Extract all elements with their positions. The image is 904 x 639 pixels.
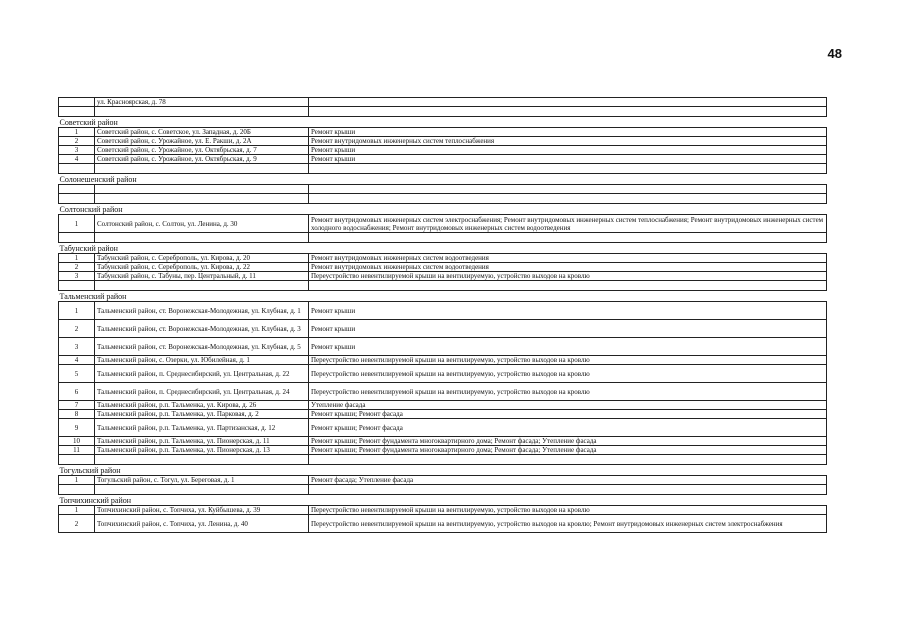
row-number: 8 [59, 410, 95, 419]
row-number: 2 [59, 320, 95, 338]
table-row [59, 128, 827, 137]
row-number: 1 [59, 254, 95, 263]
row-work: Ремонт крыши; Ремонт фундамента многоквартирного дома; Ремонт фасада; Утепление фасада [309, 446, 827, 455]
section-spacer [59, 281, 827, 291]
section-header [59, 243, 827, 254]
section-spacer [59, 194, 827, 204]
row-work: Ремонт крыши; Ремонт фасада [309, 410, 827, 419]
row-address [95, 185, 309, 194]
table-row [59, 137, 827, 146]
row-work [309, 98, 827, 107]
row-address: Тальменский район, ст. Воронежская-Молодежная, ул. Клубная, д. 5 [95, 338, 309, 356]
row-address: Тальменский район, р.п. Тальменка, ул. Пионерская, д. 11 [95, 437, 309, 446]
row-address: Тогульский район, с. Тогул, ул. Береговая, д. 1 [95, 476, 309, 485]
row-work: Ремонт крыши [309, 155, 827, 164]
table-row [59, 446, 827, 455]
row-number: 3 [59, 338, 95, 356]
row-address: Тальменский район, с. Озерки, ул. Юбилейная, д. 1 [95, 356, 309, 365]
row-address: Тальменский район, р.п. Тальменка, ул. Кирова, д. 26 [95, 401, 309, 410]
row-number: 7 [59, 401, 95, 410]
section-header [59, 204, 827, 215]
table-row [59, 302, 827, 320]
section-title: Топчихинский район [59, 495, 827, 506]
row-address: Топчихинский район, с. Топчиха, ул. Ленина, д. 40 [95, 515, 309, 533]
row-address: Советский район, с. Урожайное, ул. Октябрьская, д. 9 [95, 155, 309, 164]
section-title: Солтонский район [59, 204, 827, 215]
row-address: Тальменский район, п. Среднесибирский, ул. Центральная, д. 24 [95, 383, 309, 401]
row-work: Ремонт внутридомовых инженерных систем водоотведения [309, 263, 827, 272]
row-number: 1 [59, 128, 95, 137]
row-work: Ремонт крыши [309, 302, 827, 320]
row-address: Советский район, с. Урожайное, ул. Октябрьская, д. 7 [95, 146, 309, 155]
row-number: 3 [59, 146, 95, 155]
table-row [59, 263, 827, 272]
table-row [59, 146, 827, 155]
row-number: 1 [59, 506, 95, 515]
row-number [59, 98, 95, 107]
table-row [59, 185, 827, 194]
section-spacer [59, 233, 827, 243]
row-number: 10 [59, 437, 95, 446]
row-address: Тальменский район, р.п. Тальменка, ул. Партизанская, д. 12 [95, 419, 309, 437]
row-number: 5 [59, 365, 95, 383]
section-header [59, 291, 827, 302]
table-row [59, 365, 827, 383]
section-header [59, 174, 827, 185]
table-row [59, 506, 827, 515]
section-spacer [59, 455, 827, 465]
table-row [59, 98, 827, 107]
row-number: 2 [59, 137, 95, 146]
table-row [59, 401, 827, 410]
row-number: 9 [59, 419, 95, 437]
table-row [59, 419, 827, 437]
section-title: Тальменский район [59, 291, 827, 302]
row-work: Ремонт крыши [309, 320, 827, 338]
row-work: Ремонт крыши; Ремонт фасада [309, 419, 827, 437]
row-number: 3 [59, 272, 95, 281]
row-address: ул. Красноярская, д. 78 [95, 98, 309, 107]
row-work: Переустройство невентилируемой крыши на вентилируемую, устройство выходов на кровлю [309, 356, 827, 365]
section-spacer [59, 164, 827, 174]
row-number: 6 [59, 383, 95, 401]
row-number: 2 [59, 515, 95, 533]
row-work: Переустройство невентилируемой крыши на вентилируемую, устройство выходов на кровлю; Ремонт внутридомовых инженерных систем электроснабжения [309, 515, 827, 533]
row-work: Переустройство невентилируемой крыши на вентилируемую, устройство выходов на кровлю [309, 383, 827, 401]
row-address: Топчихинский район, с. Топчиха, ул. Куйбышева, д. 39 [95, 506, 309, 515]
row-number [59, 185, 95, 194]
row-address: Табунский район, с. Сереброполь, ул. Кирова, д. 22 [95, 263, 309, 272]
row-work: Ремонт крыши; Ремонт фундамента многоквартирного дома; Ремонт фасада; Утепление фасада [309, 437, 827, 446]
table-row [59, 254, 827, 263]
row-work: Ремонт крыши [309, 338, 827, 356]
row-address: Советский район, с. Советское, ул. Западная, д. 20Б [95, 128, 309, 137]
row-work: Переустройство невентилируемой крыши на вентилируемую, устройство выходов на кровлю [309, 365, 827, 383]
row-number: 11 [59, 446, 95, 455]
section-header [59, 495, 827, 506]
row-number: 2 [59, 263, 95, 272]
row-address: Солтонский район, с. Солтон, ул. Ленина, д. 30 [95, 215, 309, 233]
row-work: Переустройство невентилируемой крыши на вентилируемую, устройство выходов на кровлю [309, 506, 827, 515]
table-row [59, 215, 827, 233]
table-row [59, 437, 827, 446]
table-row [59, 356, 827, 365]
row-work: Ремонт внутридомовых инженерных систем водоотведения [309, 254, 827, 263]
table-row [59, 320, 827, 338]
row-number: 1 [59, 476, 95, 485]
row-work: Ремонт крыши [309, 128, 827, 137]
row-address: Тальменский район, ст. Воронежская-Молодежная, ул. Клубная, д. 1 [95, 302, 309, 320]
table-row [59, 515, 827, 533]
section-title: Советский район [59, 117, 827, 128]
row-number: 4 [59, 356, 95, 365]
section-header [59, 117, 827, 128]
row-number: 1 [59, 215, 95, 233]
page-number: 48 [827, 46, 842, 61]
section-header [59, 465, 827, 476]
row-work: Утепление фасада [309, 401, 827, 410]
table-row [59, 476, 827, 485]
table-row [59, 383, 827, 401]
row-address: Тальменский район, п. Среднесибирский, ул. Центральная, д. 22 [95, 365, 309, 383]
section-title: Тогульский район [59, 465, 827, 476]
row-address: Тальменский район, р.п. Тальменка, ул. Пионерская, д. 13 [95, 446, 309, 455]
row-number: 1 [59, 302, 95, 320]
row-address: Табунский район, с. Табуны, пер. Центральный, д. 11 [95, 272, 309, 281]
row-number: 4 [59, 155, 95, 164]
section-spacer [59, 485, 827, 495]
section-title: Табунский район [59, 243, 827, 254]
row-work: Ремонт внутридомовых инженерных систем теплоснабжения [309, 137, 827, 146]
section-title: Солонешенский район [59, 174, 827, 185]
repair-table [58, 97, 827, 533]
document-body [58, 97, 826, 533]
section-spacer [59, 107, 827, 117]
row-work: Ремонт внутридомовых инженерных систем электроснабжения; Ремонт внутридомовых инженерных систем теплоснабжения; Ремонт внутридомовых инженерных систем холодного водоснабжения; Ремонт внутридомовых инженерных систем водоотведения [309, 215, 827, 233]
row-address: Тальменский район, р.п. Тальменка, ул. Парковая, д. 2 [95, 410, 309, 419]
row-work: Переустройство невентилируемой крыши на вентилируемую, устройство выходов на кровлю [309, 272, 827, 281]
row-address: Советский район, с. Урожайное, ул. Е. Ракши, д. 2А [95, 137, 309, 146]
row-address: Тальменский район, ст. Воронежская-Молодежная, ул. Клубная, д. 3 [95, 320, 309, 338]
table-row [59, 155, 827, 164]
table-row [59, 338, 827, 356]
row-work [309, 185, 827, 194]
table-row [59, 272, 827, 281]
row-work: Ремонт крыши [309, 146, 827, 155]
row-work: Ремонт фасада; Утепление фасада [309, 476, 827, 485]
table-row [59, 410, 827, 419]
row-address: Табунский район, с. Сереброполь, ул. Кирова, д. 20 [95, 254, 309, 263]
